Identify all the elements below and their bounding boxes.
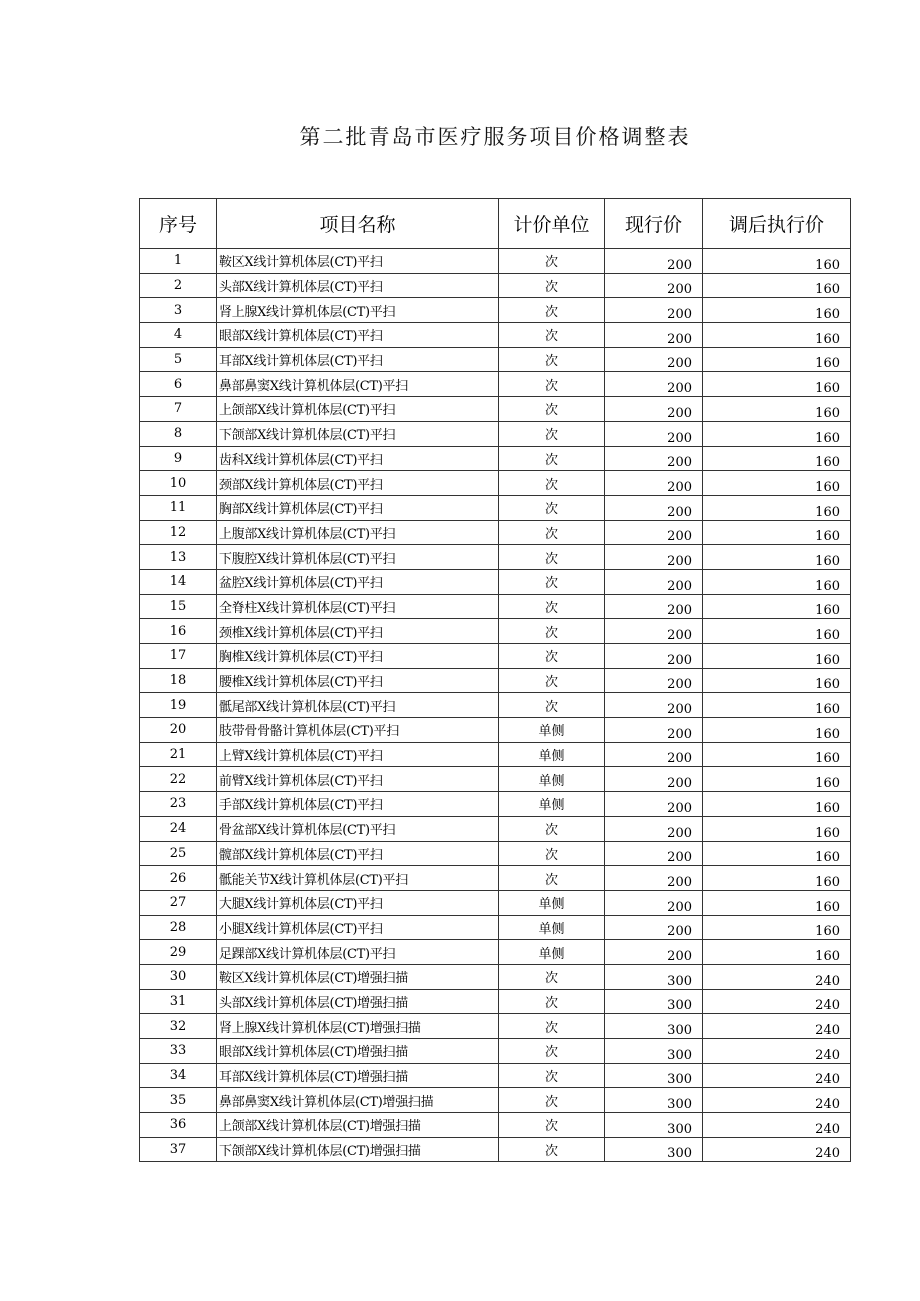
row-current-price: 200: [605, 644, 703, 669]
row-name: 骨盆部X线计算机体层(CT)平扫: [217, 816, 499, 841]
row-no: 16: [140, 619, 217, 644]
row-no: 24: [140, 816, 217, 841]
row-adjusted-price: 160: [703, 915, 851, 940]
row-current-price: 200: [605, 520, 703, 545]
row-adjusted-price: 240: [703, 989, 851, 1014]
row-name: 耳部X线计算机体层(CT)增强扫描: [217, 1063, 499, 1088]
table-row: [140, 1137, 851, 1162]
row-name: 颈椎X线计算机体层(CT)平扫: [217, 619, 499, 644]
row-current-price: 200: [605, 940, 703, 965]
row-adjusted-price: 160: [703, 644, 851, 669]
row-unit: 次: [499, 668, 605, 693]
row-no: 10: [140, 471, 217, 496]
row-unit: 次: [499, 1039, 605, 1064]
row-adjusted-price: 240: [703, 1113, 851, 1138]
row-no: 12: [140, 520, 217, 545]
table-header-row: [140, 199, 851, 249]
row-unit: 次: [499, 866, 605, 891]
row-unit: 次: [499, 471, 605, 496]
row-no: 5: [140, 347, 217, 372]
table-row: [140, 249, 851, 274]
table-row: [140, 520, 851, 545]
row-adjusted-price: 160: [703, 323, 851, 348]
row-name: 盆腔X线计算机体层(CT)平扫: [217, 569, 499, 594]
row-current-price: 200: [605, 594, 703, 619]
row-name: 上颌部X线计算机体层(CT)平扫: [217, 397, 499, 422]
row-adjusted-price: 160: [703, 619, 851, 644]
row-no: 29: [140, 940, 217, 965]
row-current-price: 300: [605, 1063, 703, 1088]
row-adjusted-price: 160: [703, 372, 851, 397]
row-current-price: 300: [605, 1137, 703, 1162]
row-current-price: 200: [605, 668, 703, 693]
table-row: [140, 1113, 851, 1138]
table-row: [140, 495, 851, 520]
row-unit: 次: [499, 446, 605, 471]
row-current-price: 200: [605, 841, 703, 866]
row-unit: 次: [499, 989, 605, 1014]
row-no: 14: [140, 569, 217, 594]
row-name: 腰椎X线计算机体层(CT)平扫: [217, 668, 499, 693]
header-adjusted-price: 调后执行价: [703, 199, 851, 249]
row-unit: 次: [499, 273, 605, 298]
row-name: 耳部X线计算机体层(CT)平扫: [217, 347, 499, 372]
row-adjusted-price: 160: [703, 866, 851, 891]
table-row: [140, 446, 851, 471]
row-adjusted-price: 160: [703, 249, 851, 274]
row-unit: 单侧: [499, 718, 605, 743]
row-adjusted-price: 160: [703, 693, 851, 718]
table-row: [140, 841, 851, 866]
row-name: 大腿X线计算机体层(CT)平扫: [217, 890, 499, 915]
row-current-price: 200: [605, 816, 703, 841]
row-unit: 次: [499, 1137, 605, 1162]
row-unit: 次: [499, 298, 605, 323]
row-unit: 次: [499, 545, 605, 570]
table-row: [140, 693, 851, 718]
row-no: 6: [140, 372, 217, 397]
row-name: 头部X线计算机体层(CT)平扫: [217, 273, 499, 298]
table-row: [140, 273, 851, 298]
table-row: [140, 890, 851, 915]
row-name: 骶尾部X线计算机体层(CT)平扫: [217, 693, 499, 718]
table-row: [140, 742, 851, 767]
row-adjusted-price: 160: [703, 718, 851, 743]
row-unit: 次: [499, 1113, 605, 1138]
row-unit: 次: [499, 619, 605, 644]
row-unit: 次: [499, 1063, 605, 1088]
row-name: 胸椎X线计算机体层(CT)平扫: [217, 644, 499, 669]
row-unit: 次: [499, 964, 605, 989]
row-unit: 次: [499, 841, 605, 866]
row-no: 17: [140, 644, 217, 669]
row-adjusted-price: 240: [703, 964, 851, 989]
row-adjusted-price: 160: [703, 495, 851, 520]
row-current-price: 200: [605, 545, 703, 570]
table-row: [140, 323, 851, 348]
row-unit: 单侧: [499, 792, 605, 817]
row-no: 32: [140, 1014, 217, 1039]
row-adjusted-price: 160: [703, 520, 851, 545]
header-no: 序号: [140, 199, 217, 249]
row-adjusted-price: 160: [703, 421, 851, 446]
row-no: 8: [140, 421, 217, 446]
table-row: [140, 619, 851, 644]
row-no: 35: [140, 1088, 217, 1113]
row-adjusted-price: 160: [703, 273, 851, 298]
row-name: 胸部X线计算机体层(CT)平扫: [217, 495, 499, 520]
row-no: 7: [140, 397, 217, 422]
row-current-price: 300: [605, 1014, 703, 1039]
table-row: [140, 1088, 851, 1113]
row-unit: 次: [499, 520, 605, 545]
row-unit: 次: [499, 249, 605, 274]
row-name: 颈部X线计算机体层(CT)平扫: [217, 471, 499, 496]
table-row: [140, 421, 851, 446]
row-no: 20: [140, 718, 217, 743]
row-unit: 次: [499, 644, 605, 669]
row-no: 21: [140, 742, 217, 767]
table-row: [140, 668, 851, 693]
row-unit: 单侧: [499, 742, 605, 767]
row-no: 33: [140, 1039, 217, 1064]
row-no: 2: [140, 273, 217, 298]
row-name: 头部X线计算机体层(CT)增强扫描: [217, 989, 499, 1014]
table-row: [140, 792, 851, 817]
table-row: [140, 594, 851, 619]
row-name: 上颌部X线计算机体层(CT)增强扫描: [217, 1113, 499, 1138]
row-unit: 次: [499, 372, 605, 397]
table-row: [140, 1039, 851, 1064]
row-adjusted-price: 160: [703, 890, 851, 915]
row-name: 骶能关节X线计算机体层(CT)平扫: [217, 866, 499, 891]
row-name: 齿科X线计算机体层(CT)平扫: [217, 446, 499, 471]
row-name: 上臂X线计算机体层(CT)平扫: [217, 742, 499, 767]
row-no: 31: [140, 989, 217, 1014]
row-current-price: 200: [605, 718, 703, 743]
row-no: 23: [140, 792, 217, 817]
row-name: 小腿X线计算机体层(CT)平扫: [217, 915, 499, 940]
row-no: 3: [140, 298, 217, 323]
row-no: 30: [140, 964, 217, 989]
row-current-price: 200: [605, 495, 703, 520]
row-unit: 次: [499, 594, 605, 619]
row-current-price: 200: [605, 421, 703, 446]
row-current-price: 300: [605, 964, 703, 989]
row-no: 25: [140, 841, 217, 866]
row-adjusted-price: 160: [703, 347, 851, 372]
row-no: 15: [140, 594, 217, 619]
row-name: 前臂X线计算机体层(CT)平扫: [217, 767, 499, 792]
table-row: [140, 767, 851, 792]
row-current-price: 300: [605, 1039, 703, 1064]
row-adjusted-price: 160: [703, 446, 851, 471]
row-name: 足踝部X线计算机体层(CT)平扫: [217, 940, 499, 965]
table-body: [140, 249, 851, 1162]
row-no: 28: [140, 915, 217, 940]
table-row: [140, 1063, 851, 1088]
row-current-price: 200: [605, 619, 703, 644]
table-row: [140, 347, 851, 372]
row-no: 37: [140, 1137, 217, 1162]
row-name: 肾上腺X线计算机体层(CT)增强扫描: [217, 1014, 499, 1039]
table-row: [140, 644, 851, 669]
row-name: 眼部X线计算机体层(CT)增强扫描: [217, 1039, 499, 1064]
row-adjusted-price: 240: [703, 1088, 851, 1113]
row-name: 髋部X线计算机体层(CT)平扫: [217, 841, 499, 866]
row-name: 眼部X线计算机体层(CT)平扫: [217, 323, 499, 348]
row-current-price: 200: [605, 693, 703, 718]
table-row: [140, 915, 851, 940]
page-title: 第二批青岛市医疗服务项目价格调整表: [299, 125, 691, 149]
table-row: [140, 471, 851, 496]
row-name: 手部X线计算机体层(CT)平扫: [217, 792, 499, 817]
table-row: [140, 569, 851, 594]
row-unit: 次: [499, 495, 605, 520]
header-current-price: 现行价: [605, 199, 703, 249]
row-name: 下颌部X线计算机体层(CT)平扫: [217, 421, 499, 446]
row-adjusted-price: 160: [703, 397, 851, 422]
row-current-price: 300: [605, 989, 703, 1014]
row-current-price: 200: [605, 323, 703, 348]
row-no: 36: [140, 1113, 217, 1138]
row-adjusted-price: 240: [703, 1039, 851, 1064]
row-name: 下腹腔X线计算机体层(CT)平扫: [217, 545, 499, 570]
row-adjusted-price: 160: [703, 816, 851, 841]
row-unit: 次: [499, 421, 605, 446]
row-current-price: 200: [605, 890, 703, 915]
table-row: [140, 372, 851, 397]
table-row: [140, 816, 851, 841]
row-name: 上腹部X线计算机体层(CT)平扫: [217, 520, 499, 545]
row-current-price: 200: [605, 866, 703, 891]
row-no: 26: [140, 866, 217, 891]
row-adjusted-price: 160: [703, 767, 851, 792]
row-current-price: 200: [605, 298, 703, 323]
row-no: 27: [140, 890, 217, 915]
row-unit: 单侧: [499, 890, 605, 915]
table-row: [140, 866, 851, 891]
row-current-price: 200: [605, 767, 703, 792]
table-row: [140, 940, 851, 965]
row-unit: 单侧: [499, 767, 605, 792]
row-current-price: 200: [605, 471, 703, 496]
row-name: 下颌部X线计算机体层(CT)增强扫描: [217, 1137, 499, 1162]
row-adjusted-price: 160: [703, 742, 851, 767]
row-current-price: 300: [605, 1088, 703, 1113]
row-current-price: 200: [605, 446, 703, 471]
row-no: 11: [140, 495, 217, 520]
row-adjusted-price: 160: [703, 545, 851, 570]
row-current-price: 200: [605, 273, 703, 298]
row-no: 34: [140, 1063, 217, 1088]
row-adjusted-price: 240: [703, 1014, 851, 1039]
row-unit: 次: [499, 397, 605, 422]
row-adjusted-price: 160: [703, 940, 851, 965]
row-no: 4: [140, 323, 217, 348]
row-adjusted-price: 160: [703, 471, 851, 496]
row-adjusted-price: 160: [703, 668, 851, 693]
table-row: [140, 545, 851, 570]
row-adjusted-price: 160: [703, 792, 851, 817]
row-adjusted-price: 240: [703, 1063, 851, 1088]
row-adjusted-price: 160: [703, 298, 851, 323]
row-unit: 次: [499, 1088, 605, 1113]
row-adjusted-price: 160: [703, 594, 851, 619]
row-no: 18: [140, 668, 217, 693]
row-current-price: 200: [605, 792, 703, 817]
price-adjustment-table: [139, 198, 851, 1162]
row-current-price: 200: [605, 569, 703, 594]
row-no: 19: [140, 693, 217, 718]
row-name: 鞍区X线计算机体层(CT)平扫: [217, 249, 499, 274]
header-unit: 计价单位: [499, 199, 605, 249]
header-name: 项目名称: [217, 199, 499, 249]
row-current-price: 200: [605, 397, 703, 422]
row-current-price: 200: [605, 347, 703, 372]
row-name: 鞍区X线计算机体层(CT)增强扫描: [217, 964, 499, 989]
row-current-price: 200: [605, 249, 703, 274]
table-row: [140, 964, 851, 989]
table-row: [140, 397, 851, 422]
row-current-price: 300: [605, 1113, 703, 1138]
row-unit: 次: [499, 569, 605, 594]
row-current-price: 200: [605, 742, 703, 767]
row-no: 22: [140, 767, 217, 792]
table-row: [140, 718, 851, 743]
row-name: 肾上腺X线计算机体层(CT)平扫: [217, 298, 499, 323]
row-no: 9: [140, 446, 217, 471]
row-unit: 单侧: [499, 940, 605, 965]
row-name: 肢带骨骨骼计算机体层(CT)平扫: [217, 718, 499, 743]
row-no: 1: [140, 249, 217, 274]
row-unit: 次: [499, 323, 605, 348]
row-unit: 次: [499, 1014, 605, 1039]
table-row: [140, 989, 851, 1014]
row-adjusted-price: 160: [703, 569, 851, 594]
row-unit: 单侧: [499, 915, 605, 940]
row-unit: 次: [499, 693, 605, 718]
row-current-price: 200: [605, 915, 703, 940]
table-row: [140, 298, 851, 323]
row-no: 13: [140, 545, 217, 570]
row-current-price: 200: [605, 372, 703, 397]
table-row: [140, 1014, 851, 1039]
row-name: 全脊柱X线计算机体层(CT)平扫: [217, 594, 499, 619]
row-adjusted-price: 240: [703, 1137, 851, 1162]
row-name: 鼻部鼻窦X线计算机体层(CT)增强扫描: [217, 1088, 499, 1113]
row-unit: 次: [499, 816, 605, 841]
row-adjusted-price: 160: [703, 841, 851, 866]
row-unit: 次: [499, 347, 605, 372]
row-name: 鼻部鼻窦X线计算机体层(CT)平扫: [217, 372, 499, 397]
